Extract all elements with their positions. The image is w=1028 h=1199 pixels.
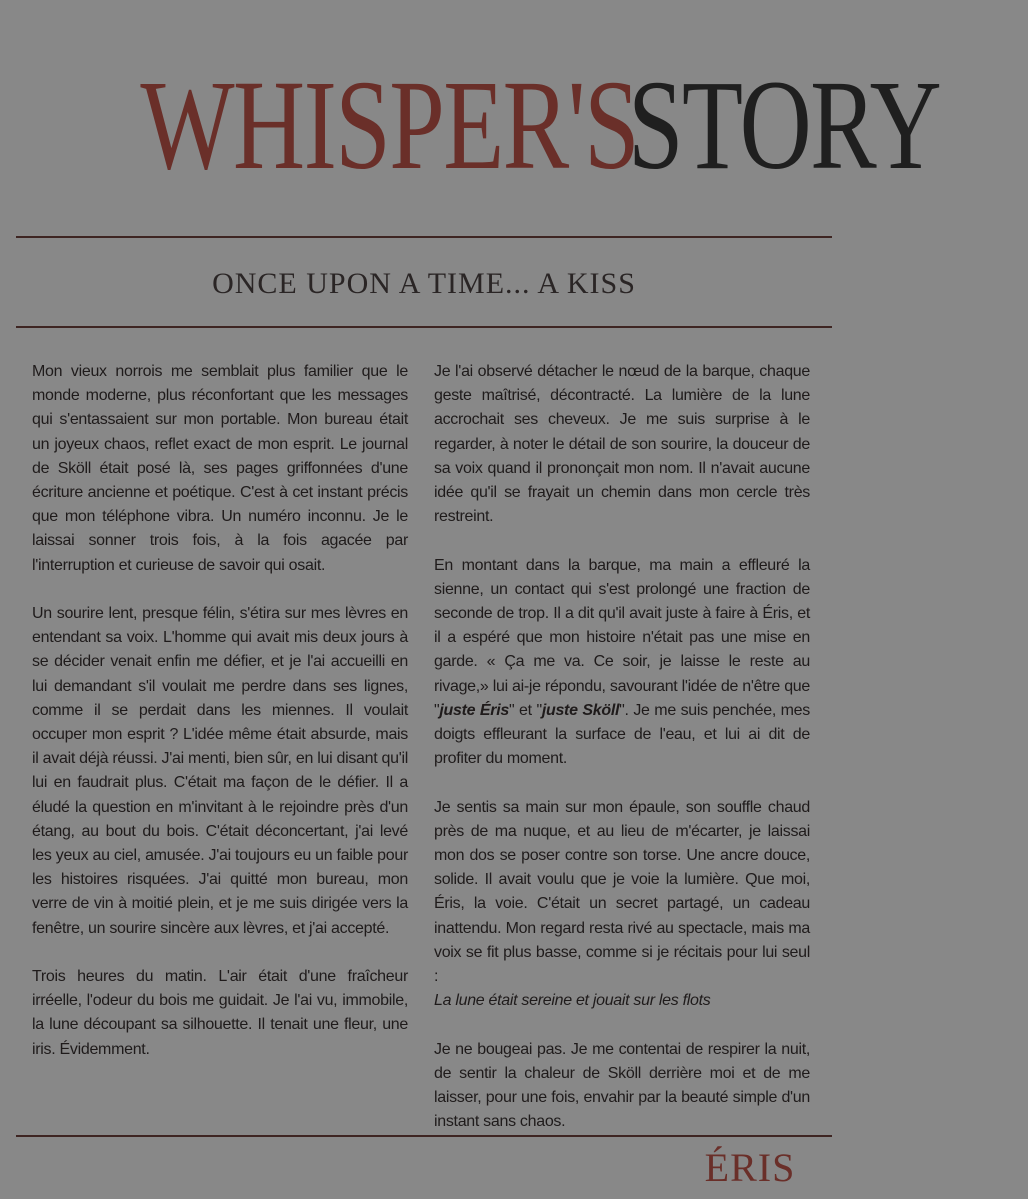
paragraph: Trois heures du matin. L'air était d'une fraîcheur irréelle, l'odeur du bois me guidait. Je l'ai vu, immobile, la lune découpant sa silhouette. Il tenait une fleur, une iris. Évidemment. xyxy=(32,968,408,1058)
right-column xyxy=(434,360,810,1134)
left-column xyxy=(32,360,408,1062)
masthead-word-whispers: WHISPER'S xyxy=(140,54,639,196)
top-divider xyxy=(16,236,832,238)
paragraph: Je l'ai observé détacher le nœud de la barque, chaque geste maîtrisé, décontracté. La lumière de la lune accrochait ses cheveux. Je me suis surprise à le regarder, à noter le détail de son sourire, la douceur de sa voix quand il prononçait mon nom. Il n'avait aucune idée qu'il se frayait un chemin dans mon cercle très restreint. xyxy=(434,363,810,526)
paragraph: Mon vieux norrois me semblait plus familier que le monde moderne, plus réconfortant que les messages qui s'entassaient sur mon portable. Mon bureau était un joyeux chaos, reflet exact de mon esprit. Le journal de Sköll était posé là, ses pages griffonnées d'une écriture ancienne et poétique. C'est à cet instant précis que mon téléphone vibra. Un numéro inconnu. Je le laissai sonner trois fois, à la fois agacée par l'interruption et curieuse de savoir qui osait. xyxy=(32,363,408,574)
paragraph: Je ne bougeai pas. Je me contentai de respirer la nuit, de sentir la chaleur de Sköll derrière moi et de me laisser, pour une fois, envahir par la beauté simple d'un instant sans chaos. xyxy=(434,1040,810,1131)
subtitle-divider xyxy=(16,326,832,328)
emphasis-juste-skoll: juste Sköll xyxy=(541,701,620,719)
paragraph xyxy=(434,796,810,1014)
emphasis-juste-eris: juste Éris xyxy=(439,701,509,719)
author-signature: ÉRIS xyxy=(704,1145,796,1190)
paragraph-text: " et " xyxy=(508,701,542,719)
paragraph xyxy=(434,554,810,772)
poem-line: La lune était sereine et jouait sur les flots xyxy=(434,992,711,1010)
article-subtitle: ONCE UPON A TIME... A KISS xyxy=(212,267,636,300)
paragraph-text: En montant dans la barque, ma main a effleuré la sienne, un contact qui s'est prolongé une fraction de seconde de trop. Il a dit qu'il avait juste à faire à Éris, et il a espéré que mon histoire n'était pas une mise en garde. « Ça me va. Ce soir, je laisse le reste au rivage,» lui ai-je répondu, savourant l'idée de n'être que " xyxy=(434,556,810,719)
paragraph: Un sourire lent, presque félin, s'étira sur mes lèvres en entendant sa voix. L'homme qui avait mis deux jours à se décider venait enfin me défier, et je l'ai accueilli en lui demandant s'il voulait me perdre dans ses lignes, comme il se perdait dans les miennes. Il voulait occuper mon esprit ? L'idée même était absurde, mais il avait déjà réussi. J'ai menti, bien sûr, en lui disant qu'il lui en faudrait plus. C'était ma façon de le défier. Il a éludé la question en m'invitant à le rejoindre près d'un étang, au bout du bois. C'était déconcertant, j'ai levé les yeux au ciel, amusée. J'ai toujours eu un faible pour les histoires risquées. J'ai quitté mon bureau, mon verre de vin à moitié plein, et je me suis dirigée vers la fenêtre, un sourire sincère aux lèvres, et j'ai accepté. xyxy=(32,605,408,937)
paragraph-text: ". Je me suis penchée, mes doigts effleurant la surface de l'eau, et lui ai dit de profiter du moment. xyxy=(434,701,810,768)
masthead-word-story: STORY xyxy=(628,54,941,196)
bottom-divider xyxy=(16,1135,832,1137)
masthead xyxy=(0,50,941,200)
paragraph-text: Je sentis sa main sur mon épaule, son souffle chaud près de ma nuque, et au lieu de m'écarter, je laissai mon dos se poser contre son torse. Une ancre douce, solide. Il avait voulu que je voie la lumière. Que moi, Éris, la voie. C'était un secret partagé, un cadeau inattendu. Mon regard resta rivé au spectacle, mais ma voix se fit plus basse, comme si je récitais pour lui seul : xyxy=(434,798,810,986)
